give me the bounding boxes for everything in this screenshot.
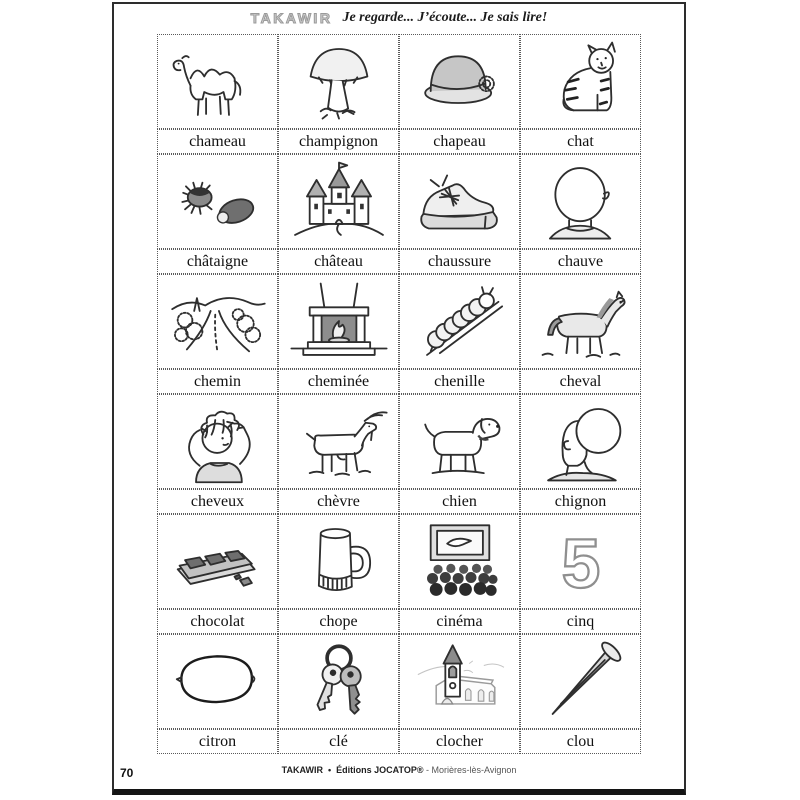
takawir-logo: TAKAWIR <box>250 9 333 26</box>
footer-credits <box>114 765 684 775</box>
picture-box <box>399 394 520 489</box>
word-card <box>278 514 399 634</box>
keys-icon <box>283 638 395 725</box>
picture-word-grid <box>157 34 641 754</box>
picture-box <box>520 274 641 369</box>
word-card <box>520 34 641 154</box>
page-number: 70 <box>120 766 134 780</box>
footer-publisher: Éditions JOCATOP® <box>336 765 424 775</box>
picture-box <box>157 34 278 129</box>
word-card <box>520 154 641 274</box>
picture-box <box>278 274 399 369</box>
word-label: chignon <box>520 489 641 514</box>
number-five-icon <box>525 518 637 605</box>
word-label: champignon <box>278 129 399 154</box>
caterpillar-icon <box>404 278 516 365</box>
hair-icon <box>162 398 274 485</box>
word-card <box>399 394 520 514</box>
word-label: cinéma <box>399 609 520 634</box>
picture-box <box>399 634 520 729</box>
word-card <box>399 634 520 754</box>
word-label: châtaigne <box>157 249 278 274</box>
word-label: clé <box>278 729 399 754</box>
word-card <box>399 514 520 634</box>
lemon-icon <box>162 638 274 725</box>
header-tagline: Je regarde... J’écoute... Je sais lire! <box>342 9 548 25</box>
word-label: chauve <box>520 249 641 274</box>
path-icon <box>162 278 274 365</box>
picture-box <box>399 514 520 609</box>
picture-box <box>157 634 278 729</box>
picture-box <box>278 514 399 609</box>
fireplace-icon <box>283 278 395 365</box>
word-card <box>157 274 278 394</box>
word-card <box>278 274 399 394</box>
picture-box <box>157 394 278 489</box>
word-card <box>157 634 278 754</box>
picture-box <box>520 634 641 729</box>
word-card <box>278 394 399 514</box>
word-card <box>520 274 641 394</box>
picture-box <box>157 154 278 249</box>
beer-mug-icon <box>283 518 395 605</box>
word-label: cheminée <box>278 369 399 394</box>
horse-icon <box>525 278 637 365</box>
word-label: chope <box>278 609 399 634</box>
page-header <box>114 9 684 31</box>
word-card <box>399 154 520 274</box>
word-card <box>157 34 278 154</box>
word-label: clocher <box>399 729 520 754</box>
word-label: chien <box>399 489 520 514</box>
word-card <box>399 34 520 154</box>
bald-head-icon <box>525 158 637 245</box>
word-card <box>157 154 278 274</box>
five-glyph: 5 <box>561 524 600 603</box>
word-card <box>157 394 278 514</box>
picture-box <box>278 634 399 729</box>
word-label: cheveux <box>157 489 278 514</box>
footer-location: - Morières-lès-Avignon <box>425 765 517 775</box>
castle-icon <box>283 158 395 245</box>
picture-box <box>278 394 399 489</box>
camel-icon <box>162 38 274 125</box>
word-label: chèvre <box>278 489 399 514</box>
picture-box <box>520 34 641 129</box>
picture-box <box>157 514 278 609</box>
page-footer <box>114 765 684 779</box>
picture-box <box>157 274 278 369</box>
picture-box <box>399 274 520 369</box>
chestnut-icon <box>162 158 274 245</box>
chocolate-bar-icon <box>162 518 274 605</box>
word-label: chocolat <box>157 609 278 634</box>
bowler-hat-icon <box>404 38 516 125</box>
bell-tower-icon <box>404 638 516 725</box>
picture-box <box>520 514 641 609</box>
picture-box <box>399 34 520 129</box>
word-label: chaussure <box>399 249 520 274</box>
footer-brand: TAKAWIR <box>281 765 323 775</box>
word-label: chenille <box>399 369 520 394</box>
mushroom-icon <box>283 38 395 125</box>
nail-icon <box>525 638 637 725</box>
footer-bullet: • <box>327 765 332 775</box>
cat-icon <box>525 38 637 125</box>
word-label: citron <box>157 729 278 754</box>
picture-box <box>278 34 399 129</box>
picture-box <box>399 154 520 249</box>
word-label: chat <box>520 129 641 154</box>
word-label: clou <box>520 729 641 754</box>
word-label: chapeau <box>399 129 520 154</box>
word-label: chemin <box>157 369 278 394</box>
hair-bun-icon <box>525 398 637 485</box>
picture-box <box>520 394 641 489</box>
goat-icon <box>283 398 395 485</box>
word-card <box>157 514 278 634</box>
word-card <box>278 634 399 754</box>
word-label: cheval <box>520 369 641 394</box>
worksheet-page <box>112 2 686 795</box>
cinema-icon <box>404 518 516 605</box>
word-card <box>520 394 641 514</box>
word-card <box>520 514 641 634</box>
picture-box <box>520 154 641 249</box>
word-card <box>278 34 399 154</box>
dog-icon <box>404 398 516 485</box>
word-label: chameau <box>157 129 278 154</box>
word-card <box>520 634 641 754</box>
picture-box <box>278 154 399 249</box>
word-label: château <box>278 249 399 274</box>
word-card <box>278 154 399 274</box>
word-label: cinq <box>520 609 641 634</box>
word-card <box>399 274 520 394</box>
shoe-icon <box>404 158 516 245</box>
